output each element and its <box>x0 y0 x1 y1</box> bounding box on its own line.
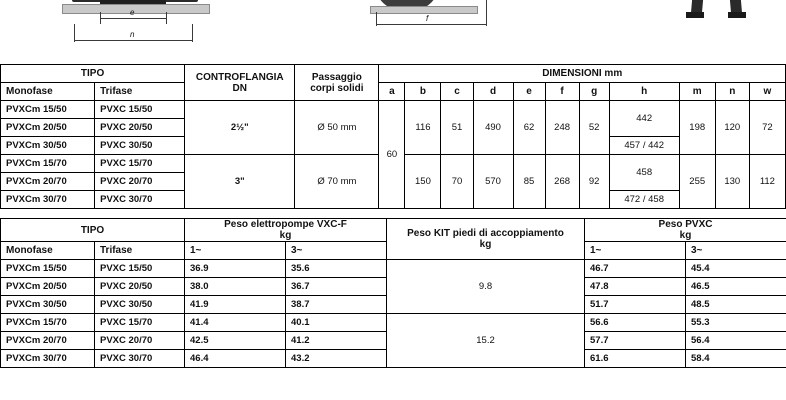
header-trifase-2: Trifase <box>95 242 185 260</box>
cell-pvxc-1ph: 47.8 <box>585 278 686 296</box>
cell-dim-h-50-top: 442 <box>609 101 679 137</box>
cell-pvxc-3ph: 46.5 <box>686 278 786 296</box>
cell-pvxc-1ph: 46.7 <box>585 260 686 278</box>
header-dim-b: b <box>405 83 441 101</box>
header-peso-kit-label: Peso KIT piedi di accoppiamento <box>407 228 564 239</box>
cell-monofase: PVXCm 15/50 <box>1 260 95 278</box>
header-passaggio <box>295 65 379 101</box>
cell-passaggio-70: Ø 70 mm <box>295 155 379 209</box>
figure-coupling-foot-kit <box>676 0 766 62</box>
side-base-plate-shape <box>370 6 478 14</box>
cell-dim-g-50: 52 <box>579 101 609 155</box>
dimension-tick-f-right <box>486 0 487 26</box>
illustration-band <box>0 0 786 64</box>
dimension-label-e: e <box>130 8 135 17</box>
cell-trifase: PVXC 15/70 <box>95 155 185 173</box>
dimension-label-f: f <box>426 14 429 23</box>
dimensions-table <box>0 64 786 209</box>
cell-dim-b-70: 150 <box>405 155 441 209</box>
cell-vxcf-1ph: 38.0 <box>185 278 286 296</box>
cell-dim-w-50: 72 <box>749 101 785 155</box>
kit-right-foot-shape <box>728 12 746 18</box>
header-dim-n: n <box>715 83 749 101</box>
cell-pvxc-3ph: 55.3 <box>686 314 786 332</box>
cell-pvxc-3ph: 45.4 <box>686 260 786 278</box>
cell-monofase: PVXCm 20/70 <box>1 332 95 350</box>
header-pvxc-1ph: 1~ <box>585 242 686 260</box>
cell-dim-a: 60 <box>379 101 405 209</box>
header-peso-vxcf-label: Peso elettropompe VXC-F <box>224 219 347 230</box>
cell-dim-f-50: 248 <box>545 101 579 155</box>
header-trifase: Trifase <box>95 83 185 101</box>
cell-dim-f-70: 268 <box>545 155 579 209</box>
table-row-header-2 <box>1 83 786 101</box>
header-monofase: Monofase <box>1 83 95 101</box>
cell-vxcf-3ph: 43.2 <box>286 350 387 368</box>
pump-base-plate-shape <box>62 4 210 14</box>
cell-pvxc-1ph: 57.7 <box>585 332 686 350</box>
cell-vxcf-1ph: 41.4 <box>185 314 286 332</box>
kit-left-foot-shape <box>686 12 704 18</box>
cell-monofase: PVXCm 30/70 <box>1 350 95 368</box>
cell-passaggio-50: Ø 50 mm <box>295 101 379 155</box>
cell-pvxc-1ph: 61.6 <box>585 350 686 368</box>
cell-monofase: PVXCm 30/50 <box>1 137 95 155</box>
dimension-tick-e-left <box>100 12 101 24</box>
cell-dim-m-50: 198 <box>679 101 715 155</box>
cell-pvxc-3ph: 48.5 <box>686 296 786 314</box>
cell-pvxc-3ph: 56.4 <box>686 332 786 350</box>
cell-trifase: PVXC 30/70 <box>95 350 185 368</box>
header-controflangia-label: CONTROFLANGIA <box>195 71 284 83</box>
cell-trifase: PVXC 15/70 <box>95 314 185 332</box>
cell-dn-70: 3" <box>185 155 295 209</box>
figure-front-view <box>44 0 244 62</box>
cell-vxcf-3ph: 38.7 <box>286 296 387 314</box>
figure-side-view <box>352 0 512 62</box>
table-row-header-1 <box>1 65 786 83</box>
cell-dim-g-70: 92 <box>579 155 609 209</box>
header-controflangia-dn: DN <box>232 82 247 94</box>
table-row <box>1 101 786 119</box>
header-peso-vxcf <box>185 219 387 242</box>
header-dim-g: g <box>579 83 609 101</box>
dimension-tick-e-right <box>166 12 167 24</box>
header-pvxc-3ph: 3~ <box>686 242 786 260</box>
cell-dim-h-50-bottom: 457 / 442 <box>609 137 679 155</box>
cell-dim-n-50: 120 <box>715 101 749 155</box>
cell-monofase: PVXCm 30/50 <box>1 296 95 314</box>
header-dim-m: m <box>679 83 715 101</box>
dimension-label-n: n <box>130 30 135 39</box>
header-dimensioni: DIMENSIONI mm <box>379 65 786 83</box>
cell-dim-h-70-top: 458 <box>609 155 679 191</box>
cell-vxcf-1ph: 36.9 <box>185 260 286 278</box>
cell-monofase: PVXCm 15/70 <box>1 155 95 173</box>
cell-pvxc-1ph: 56.6 <box>585 314 686 332</box>
dimension-tick-f-left <box>376 12 377 26</box>
cell-vxcf-3ph: 35.6 <box>286 260 387 278</box>
cell-trifase: PVXC 20/70 <box>95 332 185 350</box>
cell-dim-e-50: 62 <box>513 101 545 155</box>
header-peso-pvxc-unit: kg <box>679 230 692 241</box>
cell-vxcf-3ph: 41.2 <box>286 332 387 350</box>
cell-monofase: PVXCm 20/70 <box>1 173 95 191</box>
cell-trifase: PVXC 20/70 <box>95 173 185 191</box>
header-peso-kit-unit: kg <box>479 239 492 250</box>
cell-vxcf-1ph: 46.4 <box>185 350 286 368</box>
cell-monofase: PVXCm 15/70 <box>1 314 95 332</box>
cell-dim-h-70-bottom: 472 / 458 <box>609 191 679 209</box>
cell-vxcf-1ph: 42.5 <box>185 332 286 350</box>
dimension-line-f <box>376 24 486 25</box>
header-monofase-2: Monofase <box>1 242 95 260</box>
dimension-tick-n-right <box>192 24 193 42</box>
cell-pvxc-3ph: 58.4 <box>686 350 786 368</box>
cell-trifase: PVXC 30/50 <box>95 296 185 314</box>
cell-vxcf-3ph: 40.1 <box>286 314 387 332</box>
cell-trifase: PVXC 15/50 <box>95 260 185 278</box>
cell-dim-d-50: 490 <box>473 101 513 155</box>
dimension-line-n <box>74 40 192 41</box>
cell-monofase: PVXCm 20/50 <box>1 278 95 296</box>
cell-dim-w-70: 112 <box>749 155 785 209</box>
cell-trifase: PVXC 30/70 <box>95 191 185 209</box>
cell-kit-70: 15.2 <box>387 314 585 368</box>
dimension-tick-n-left <box>74 24 75 42</box>
header-dim-c: c <box>441 83 473 101</box>
dimension-line-e <box>100 18 166 19</box>
cell-vxcf-3ph: 36.7 <box>286 278 387 296</box>
cell-trifase: PVXC 20/50 <box>95 278 185 296</box>
cell-dim-m-70: 255 <box>679 155 715 209</box>
header-dim-d: d <box>473 83 513 101</box>
cell-dim-n-70: 130 <box>715 155 749 209</box>
cell-pvxc-1ph: 51.7 <box>585 296 686 314</box>
header-vxcf-1ph: 1~ <box>185 242 286 260</box>
cell-vxcf-1ph: 41.9 <box>185 296 286 314</box>
header-dim-e: e <box>513 83 545 101</box>
table-spacer <box>0 209 786 218</box>
header-dim-f: f <box>545 83 579 101</box>
table-row <box>1 314 786 332</box>
cell-dim-b-50: 116 <box>405 101 441 155</box>
cell-trifase: PVXC 15/50 <box>95 101 185 119</box>
header-peso-pvxc-label: Peso PVXC <box>658 219 713 230</box>
header-peso-vxcf-unit: kg <box>279 230 292 241</box>
header-dim-h: h <box>609 83 679 101</box>
cell-dim-c-70: 70 <box>441 155 473 209</box>
header-controflangia <box>185 65 295 101</box>
header-tipo: TIPO <box>1 65 185 83</box>
header-tipo-2: TIPO <box>1 219 185 242</box>
cell-dim-d-70: 570 <box>473 155 513 209</box>
header-vxcf-3ph: 3~ <box>286 242 387 260</box>
weights-table <box>0 218 786 368</box>
header-passaggio-sub: corpi solidi <box>310 82 364 94</box>
cell-dn-50: 2½" <box>185 101 295 155</box>
cell-dim-c-50: 51 <box>441 101 473 155</box>
cell-monofase: PVXCm 30/70 <box>1 191 95 209</box>
cell-monofase: PVXCm 20/50 <box>1 119 95 137</box>
header-peso-kit <box>387 219 585 260</box>
table-row <box>1 260 786 278</box>
header-peso-pvxc <box>585 219 786 242</box>
header-passaggio-label: Passaggio <box>311 71 362 83</box>
cell-dim-e-70: 85 <box>513 155 545 209</box>
header-dim-w: w <box>749 83 785 101</box>
table-row-header-1 <box>1 219 786 242</box>
header-dim-a: a <box>379 83 405 101</box>
cell-trifase: PVXC 20/50 <box>95 119 185 137</box>
cell-monofase: PVXCm 15/50 <box>1 101 95 119</box>
cell-kit-50: 9.8 <box>387 260 585 314</box>
cell-trifase: PVXC 30/50 <box>95 137 185 155</box>
